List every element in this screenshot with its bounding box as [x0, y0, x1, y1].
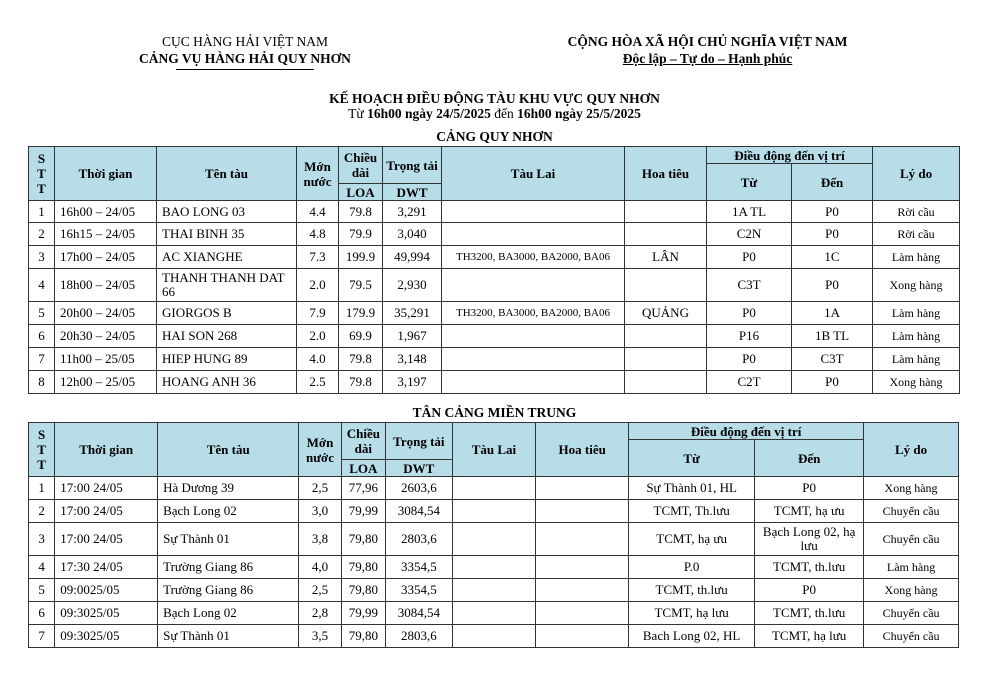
- cell-from: TCMT, th.lưu: [629, 579, 755, 602]
- col-header-tonnage: Trọng tải: [386, 423, 453, 460]
- cell-pilot: [536, 625, 629, 648]
- cell-ship: HIEP HUNG 89: [157, 348, 297, 371]
- cell-pilot: [536, 523, 629, 556]
- col-header-move: Điều động đến vị trí: [707, 147, 873, 164]
- col-header-draft: Mớn nước: [299, 423, 341, 477]
- cell-to: TCMT, hạ lưu: [755, 625, 864, 648]
- cell-from: Bach Long 02, HL: [629, 625, 755, 648]
- cell-ship: Trường Giang 86: [158, 579, 299, 602]
- cell-pilot: [536, 500, 629, 523]
- col-header-length: Chiều dài: [339, 147, 383, 184]
- cell-reason: Xong hàng: [864, 477, 959, 500]
- period-from: 16h00 ngày 24/5/2025: [367, 106, 491, 121]
- cell-pilot: [625, 269, 707, 302]
- table-row: [29, 371, 960, 394]
- schedule-table-tan-cang: [28, 422, 959, 648]
- cell-reason: Làm hàng: [873, 246, 960, 269]
- cell-pilot: [625, 371, 707, 394]
- cell-stt: 1: [29, 201, 55, 223]
- cell-draft: 2.0: [297, 325, 339, 348]
- cell-pilot: [625, 325, 707, 348]
- cell-stt: 5: [29, 302, 55, 325]
- cell-pilot: [536, 579, 629, 602]
- section-title-quy-nhon: CẢNG QUY NHƠN: [436, 129, 553, 144]
- cell-ship: GIORGOS B: [157, 302, 297, 325]
- cell-stt: 7: [29, 625, 55, 648]
- cell-dwt: 2,930: [383, 269, 442, 302]
- cell-reason: Xong hàng: [864, 579, 959, 602]
- cell-dwt: 1,967: [383, 325, 442, 348]
- cell-to: 1A: [792, 302, 873, 325]
- cell-stt: 6: [29, 602, 55, 625]
- cell-tug: [452, 625, 536, 648]
- cell-dwt: 3,291: [383, 201, 442, 223]
- cell-tug: [442, 269, 625, 302]
- cell-draft: 2,5: [299, 477, 341, 500]
- cell-draft: 2,8: [299, 602, 341, 625]
- cell-from: C3T: [707, 269, 792, 302]
- cell-stt: 3: [29, 523, 55, 556]
- col-header-dwt: DWT: [386, 460, 453, 477]
- cell-dwt: 2603,6: [386, 477, 453, 500]
- cell-draft: 4.8: [297, 223, 339, 246]
- cell-tug: [442, 371, 625, 394]
- cell-time: 20h00 – 24/05: [55, 302, 157, 325]
- cell-time: 16h00 – 24/05: [55, 201, 157, 223]
- cell-from: P0: [707, 348, 792, 371]
- cell-from: TCMT, hạ ưu: [629, 523, 755, 556]
- cell-time: 09:3025/05: [55, 625, 158, 648]
- table-row: [29, 477, 959, 500]
- cell-to: P0: [792, 201, 873, 223]
- cell-to: TCMT, th.lưu: [755, 556, 864, 579]
- col-header-length: Chiều dài: [341, 423, 385, 460]
- cell-loa: 79,99: [341, 602, 385, 625]
- cell-ship: THAI BINH 35: [157, 223, 297, 246]
- cell-loa: 79.5: [339, 269, 383, 302]
- cell-tug: [442, 201, 625, 223]
- cell-loa: 79,80: [341, 579, 385, 602]
- cell-loa: 69.9: [339, 325, 383, 348]
- cell-loa: 79.8: [339, 371, 383, 394]
- cell-from: P16: [707, 325, 792, 348]
- cell-draft: 4.0: [297, 348, 339, 371]
- cell-time: 20h30 – 24/05: [55, 325, 157, 348]
- cell-tug: [452, 602, 536, 625]
- issuer-block: [120, 33, 370, 70]
- cell-loa: 79,99: [341, 500, 385, 523]
- cell-tug: [452, 477, 536, 500]
- cell-time: 17:00 24/05: [55, 500, 158, 523]
- col-header-stt: S T T: [29, 423, 55, 477]
- national-motto: Độc lập – Tự do – Hạnh phúc: [622, 51, 793, 66]
- cell-loa: 79.8: [339, 348, 383, 371]
- cell-draft: 4.4: [297, 201, 339, 223]
- cell-stt: 8: [29, 371, 55, 394]
- cell-reason: Làm hàng: [873, 348, 960, 371]
- table-body-quy-nhon: [29, 201, 960, 394]
- col-header-to: Đến: [792, 164, 873, 201]
- cell-draft: 4,0: [299, 556, 341, 579]
- cell-from: C2N: [707, 223, 792, 246]
- col-header-to: Đến: [755, 440, 864, 477]
- cell-time: 16h15 – 24/05: [55, 223, 157, 246]
- cell-from: C2T: [707, 371, 792, 394]
- table-row: [29, 556, 959, 579]
- cell-time: 09:0025/05: [55, 579, 158, 602]
- cell-draft: 7.9: [297, 302, 339, 325]
- table-row: [29, 500, 959, 523]
- cell-ship: Bạch Long 02: [158, 500, 299, 523]
- cell-loa: 79.9: [339, 223, 383, 246]
- cell-tug: [452, 500, 536, 523]
- cell-dwt: 2803,6: [386, 523, 453, 556]
- period-to: 16h00 ngày 25/5/2025: [517, 106, 641, 121]
- cell-dwt: 2803,6: [386, 625, 453, 648]
- table-row: [29, 625, 959, 648]
- cell-reason: Làm hàng: [864, 556, 959, 579]
- table-row: [29, 523, 959, 556]
- cell-pilot: [536, 477, 629, 500]
- cell-reason: Rời cầu: [873, 223, 960, 246]
- cell-tug: [442, 325, 625, 348]
- issuer-underline: [176, 69, 314, 70]
- cell-to: TCMT, th.lưu: [755, 602, 864, 625]
- cell-pilot: [536, 556, 629, 579]
- section-title-tan-cang: TÂN CẢNG MIỀN TRUNG: [412, 405, 577, 420]
- table-row: [29, 302, 960, 325]
- cell-dwt: 3,148: [383, 348, 442, 371]
- cell-dwt: 3,197: [383, 371, 442, 394]
- cell-to: C3T: [792, 348, 873, 371]
- cell-stt: 1: [29, 477, 55, 500]
- cell-from: Sự Thành 01, HL: [629, 477, 755, 500]
- cell-draft: 2,5: [299, 579, 341, 602]
- cell-time: 18h00 – 24/05: [55, 269, 157, 302]
- cell-reason: Chuyển cầu: [864, 500, 959, 523]
- cell-tug: [442, 223, 625, 246]
- col-header-dwt: DWT: [383, 184, 442, 201]
- cell-ship: Bạch Long 02: [158, 602, 299, 625]
- cell-to: 1C: [792, 246, 873, 269]
- cell-dwt: 35,291: [383, 302, 442, 325]
- cell-from: P.0: [629, 556, 755, 579]
- cell-to: P0: [792, 269, 873, 302]
- col-header-from: Từ: [629, 440, 755, 477]
- col-header-pilot: Hoa tiêu: [625, 147, 707, 201]
- cell-reason: Rời cầu: [873, 201, 960, 223]
- cell-ship: Trường Giang 86: [158, 556, 299, 579]
- cell-loa: 79,80: [341, 523, 385, 556]
- col-header-pilot: Hoa tiêu: [536, 423, 629, 477]
- cell-time: 12h00 – 25/05: [55, 371, 157, 394]
- cell-to: Bạch Long 02, hạ lưu: [755, 523, 864, 556]
- document-period: [0, 106, 989, 122]
- table-row: [29, 201, 960, 223]
- cell-pilot: LÂN: [625, 246, 707, 269]
- col-header-ship: Tên tàu: [158, 423, 299, 477]
- national-name: CỘNG HÒA XÃ HỘI CHỦ NGHĨA VIỆT NAM: [567, 34, 848, 49]
- cell-draft: 3,5: [299, 625, 341, 648]
- table-body-tan-cang: [29, 477, 959, 648]
- cell-from: P0: [707, 246, 792, 269]
- col-header-draft: Mớn nước: [297, 147, 339, 201]
- cell-tug: TH3200, BA3000, BA2000, BA06: [442, 246, 625, 269]
- cell-loa: 79,80: [341, 556, 385, 579]
- col-header-ship: Tên tàu: [157, 147, 297, 201]
- table-row: [29, 269, 960, 302]
- cell-stt: 2: [29, 223, 55, 246]
- cell-stt: 2: [29, 500, 55, 523]
- cell-reason: Xong hàng: [873, 371, 960, 394]
- cell-dwt: 3354,5: [386, 556, 453, 579]
- cell-from: TCMT, Th.lưu: [629, 500, 755, 523]
- col-header-move: Điều động đến vị trí: [629, 423, 864, 440]
- col-header-time: Thời gian: [55, 423, 158, 477]
- cell-dwt: 49,994: [383, 246, 442, 269]
- cell-ship: HOANG ANH 36: [157, 371, 297, 394]
- cell-tug: [452, 523, 536, 556]
- cell-dwt: 3354,5: [386, 579, 453, 602]
- table-row: [29, 348, 960, 371]
- col-header-tug: Tàu Lai: [452, 423, 536, 477]
- cell-to: TCMT, hạ ưu: [755, 500, 864, 523]
- cell-ship: AC XIANGHE: [157, 246, 297, 269]
- cell-stt: 7: [29, 348, 55, 371]
- cell-reason: Xong hàng: [873, 269, 960, 302]
- cell-draft: 2.5: [297, 371, 339, 394]
- cell-time: 09:3025/05: [55, 602, 158, 625]
- cell-loa: 79.8: [339, 201, 383, 223]
- cell-draft: 3,8: [299, 523, 341, 556]
- cell-tug: [452, 556, 536, 579]
- issuer-parent-agency: CỤC HÀNG HẢI VIỆT NAM: [161, 34, 328, 49]
- cell-pilot: [625, 223, 707, 246]
- document-title: KẾ HOẠCH ĐIỀU ĐỘNG TÀU KHU VỰC QUY NHƠN: [329, 91, 660, 106]
- cell-time: 17:00 24/05: [55, 477, 158, 500]
- cell-dwt: 3084,54: [386, 602, 453, 625]
- cell-stt: 5: [29, 579, 55, 602]
- cell-to: P0: [792, 371, 873, 394]
- cell-reason: Chuyển cầu: [864, 602, 959, 625]
- col-header-tonnage: Trọng tải: [383, 147, 442, 184]
- cell-stt: 4: [29, 269, 55, 302]
- cell-loa: 199.9: [339, 246, 383, 269]
- cell-time: 11h00 – 25/05: [55, 348, 157, 371]
- cell-tug: [442, 348, 625, 371]
- schedule-table-quy-nhon: [28, 146, 960, 394]
- cell-pilot: [625, 348, 707, 371]
- table-row: [29, 325, 960, 348]
- cell-ship: HAI SON 268: [157, 325, 297, 348]
- col-header-loa: LOA: [341, 460, 385, 477]
- table-row: [29, 223, 960, 246]
- table-row: [29, 602, 959, 625]
- cell-to: P0: [792, 223, 873, 246]
- cell-ship: THANH THANH DAT 66: [157, 269, 297, 302]
- cell-draft: 2.0: [297, 269, 339, 302]
- cell-dwt: 3,040: [383, 223, 442, 246]
- cell-ship: BAO LONG 03: [157, 201, 297, 223]
- cell-tug: TH3200, BA3000, BA2000, BA06: [442, 302, 625, 325]
- cell-stt: 3: [29, 246, 55, 269]
- cell-reason: Làm hàng: [873, 325, 960, 348]
- cell-loa: 79,80: [341, 625, 385, 648]
- cell-to: P0: [755, 477, 864, 500]
- cell-stt: 4: [29, 556, 55, 579]
- cell-draft: 7.3: [297, 246, 339, 269]
- col-header-time: Thời gian: [55, 147, 157, 201]
- cell-to: 1B TL: [792, 325, 873, 348]
- cell-stt: 6: [29, 325, 55, 348]
- col-header-loa: LOA: [339, 184, 383, 201]
- cell-time: 17:30 24/05: [55, 556, 158, 579]
- cell-to: P0: [755, 579, 864, 602]
- cell-tug: [452, 579, 536, 602]
- col-header-from: Từ: [707, 164, 792, 201]
- table-row: [29, 579, 959, 602]
- period-prefix: Từ: [348, 106, 368, 121]
- cell-from: TCMT, hạ lưu: [629, 602, 755, 625]
- cell-from: P0: [707, 302, 792, 325]
- col-header-reason: Lý do: [873, 147, 960, 201]
- cell-ship: Hà Dương 39: [158, 477, 299, 500]
- cell-from: 1A TL: [707, 201, 792, 223]
- cell-ship: Sự Thành 01: [158, 523, 299, 556]
- cell-reason: Chuyển cầu: [864, 523, 959, 556]
- issuer-agency: CẢNG VỤ HÀNG HẢI QUY NHƠN: [139, 51, 351, 66]
- table-row: [29, 246, 960, 269]
- col-header-reason: Lý do: [864, 423, 959, 477]
- cell-reason: Chuyển cầu: [864, 625, 959, 648]
- cell-pilot: QUẢNG: [625, 302, 707, 325]
- cell-ship: Sự Thành 01: [158, 625, 299, 648]
- cell-dwt: 3084,54: [386, 500, 453, 523]
- cell-time: 17h00 – 24/05: [55, 246, 157, 269]
- period-mid: đến: [490, 106, 518, 121]
- col-header-stt: S T T: [29, 147, 55, 201]
- cell-loa: 77,96: [341, 477, 385, 500]
- cell-pilot: [625, 201, 707, 223]
- cell-pilot: [536, 602, 629, 625]
- col-header-tug: Tàu Lai: [442, 147, 625, 201]
- cell-loa: 179.9: [339, 302, 383, 325]
- national-header: [540, 33, 875, 67]
- cell-time: 17:00 24/05: [55, 523, 158, 556]
- cell-reason: Làm hàng: [873, 302, 960, 325]
- cell-draft: 3,0: [299, 500, 341, 523]
